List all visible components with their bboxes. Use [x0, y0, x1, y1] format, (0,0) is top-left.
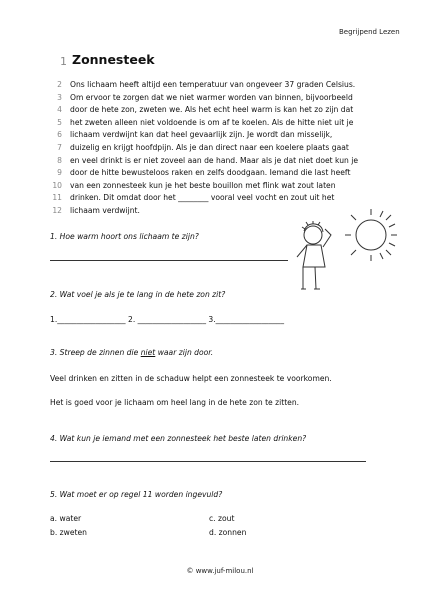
text-line: Ons lichaam heeft altijd een temperatuur van ongeveer 37 graden Celsius.	[70, 80, 356, 89]
line-number: 11	[52, 193, 62, 203]
text-line: Om ervoor te zorgen dat we niet warmer worden van binnen, bijvoorbeeld	[70, 92, 353, 102]
answer-line-1[interactable]	[50, 260, 288, 261]
text-line: het zweten alleen niet voldoende is om af te koelen. Als de hitte niet uit je	[70, 117, 354, 127]
child-in-sun-illustration	[285, 205, 415, 295]
text-line: van een zonnesteek kun je het beste bouillon met flink wat zout laten	[70, 180, 336, 190]
line-number: 4	[57, 105, 62, 115]
question-3	[50, 348, 213, 357]
page-header: Begrijpend Lezen	[339, 28, 400, 36]
question-3-text-end: waar zijn door.	[155, 348, 214, 357]
option-c[interactable]: c. zout	[209, 514, 235, 523]
text-line: duizelig en krijgt hoofdpijn. Als je dan direct naar een koelere plaats gaat	[70, 143, 349, 152]
option-b[interactable]: b. zweten	[50, 528, 87, 537]
question-4: 4. Wat kun je iemand met een zonnesteek het beste laten drinken?	[50, 434, 307, 443]
line-number: 3	[57, 92, 62, 102]
answer-line-4[interactable]	[50, 461, 366, 462]
line-number: 10	[52, 180, 62, 190]
question-2: 2. Wat voel je als je te lang in de hete zon zit?	[50, 290, 226, 299]
option-a[interactable]: a. water	[50, 514, 82, 523]
text-line: door de hete zon, zweten we. Als het echt heel warm is kan het zo zijn dat	[70, 105, 354, 115]
question-3-text: 3. Streep de zinnen die	[50, 348, 141, 357]
question-2-answer-blanks[interactable]: 1.__________________ 2. __________________ 3.__________________	[50, 315, 285, 324]
line-number: 9	[57, 168, 62, 178]
text-line: en veel drinkt is er niet zoveel aan de hand. Maar als je dat niet doet kun je	[70, 155, 359, 165]
text-line: door de hitte bewusteloos raken en zelfs doodgaan. Iemand die last heeft	[70, 168, 351, 178]
text-line: lichaam verdwijnt kan dat heel gevaarlijk zijn. Je wordt dan misselijk,	[70, 130, 333, 140]
page-title: Zonnesteek	[72, 52, 155, 67]
line-number: 8	[57, 155, 62, 165]
text-line: lichaam verdwijnt.	[70, 206, 140, 215]
line-number: 6	[57, 130, 62, 140]
question-3-underlined-word: niet	[140, 348, 156, 357]
page-footer: © www.juf-milou.nl	[186, 567, 254, 575]
question-3-sentence-1[interactable]: Veel drinken en zitten in de schaduw helpt een zonnesteek te voorkomen.	[50, 374, 332, 383]
line-number: 7	[57, 143, 62, 152]
question-1: 1. Hoe warm hoort ons lichaam te zijn?	[50, 232, 199, 241]
line-number: 12	[52, 206, 62, 215]
question-3-sentence-2[interactable]: Het is goed voor je lichaam om heel lang in de hete zon te zitten.	[50, 398, 300, 407]
line-number: 5	[57, 117, 62, 127]
line-number: 2	[57, 80, 62, 89]
text-line: drinken. Dit omdat door het ________ vooral veel vocht en zout uit het	[70, 193, 335, 203]
question-5: 5. Wat moet er op regel 11 worden ingevuld?	[50, 490, 223, 499]
title-line-number: 1	[60, 55, 67, 68]
option-d[interactable]: d. zonnen	[209, 528, 247, 537]
